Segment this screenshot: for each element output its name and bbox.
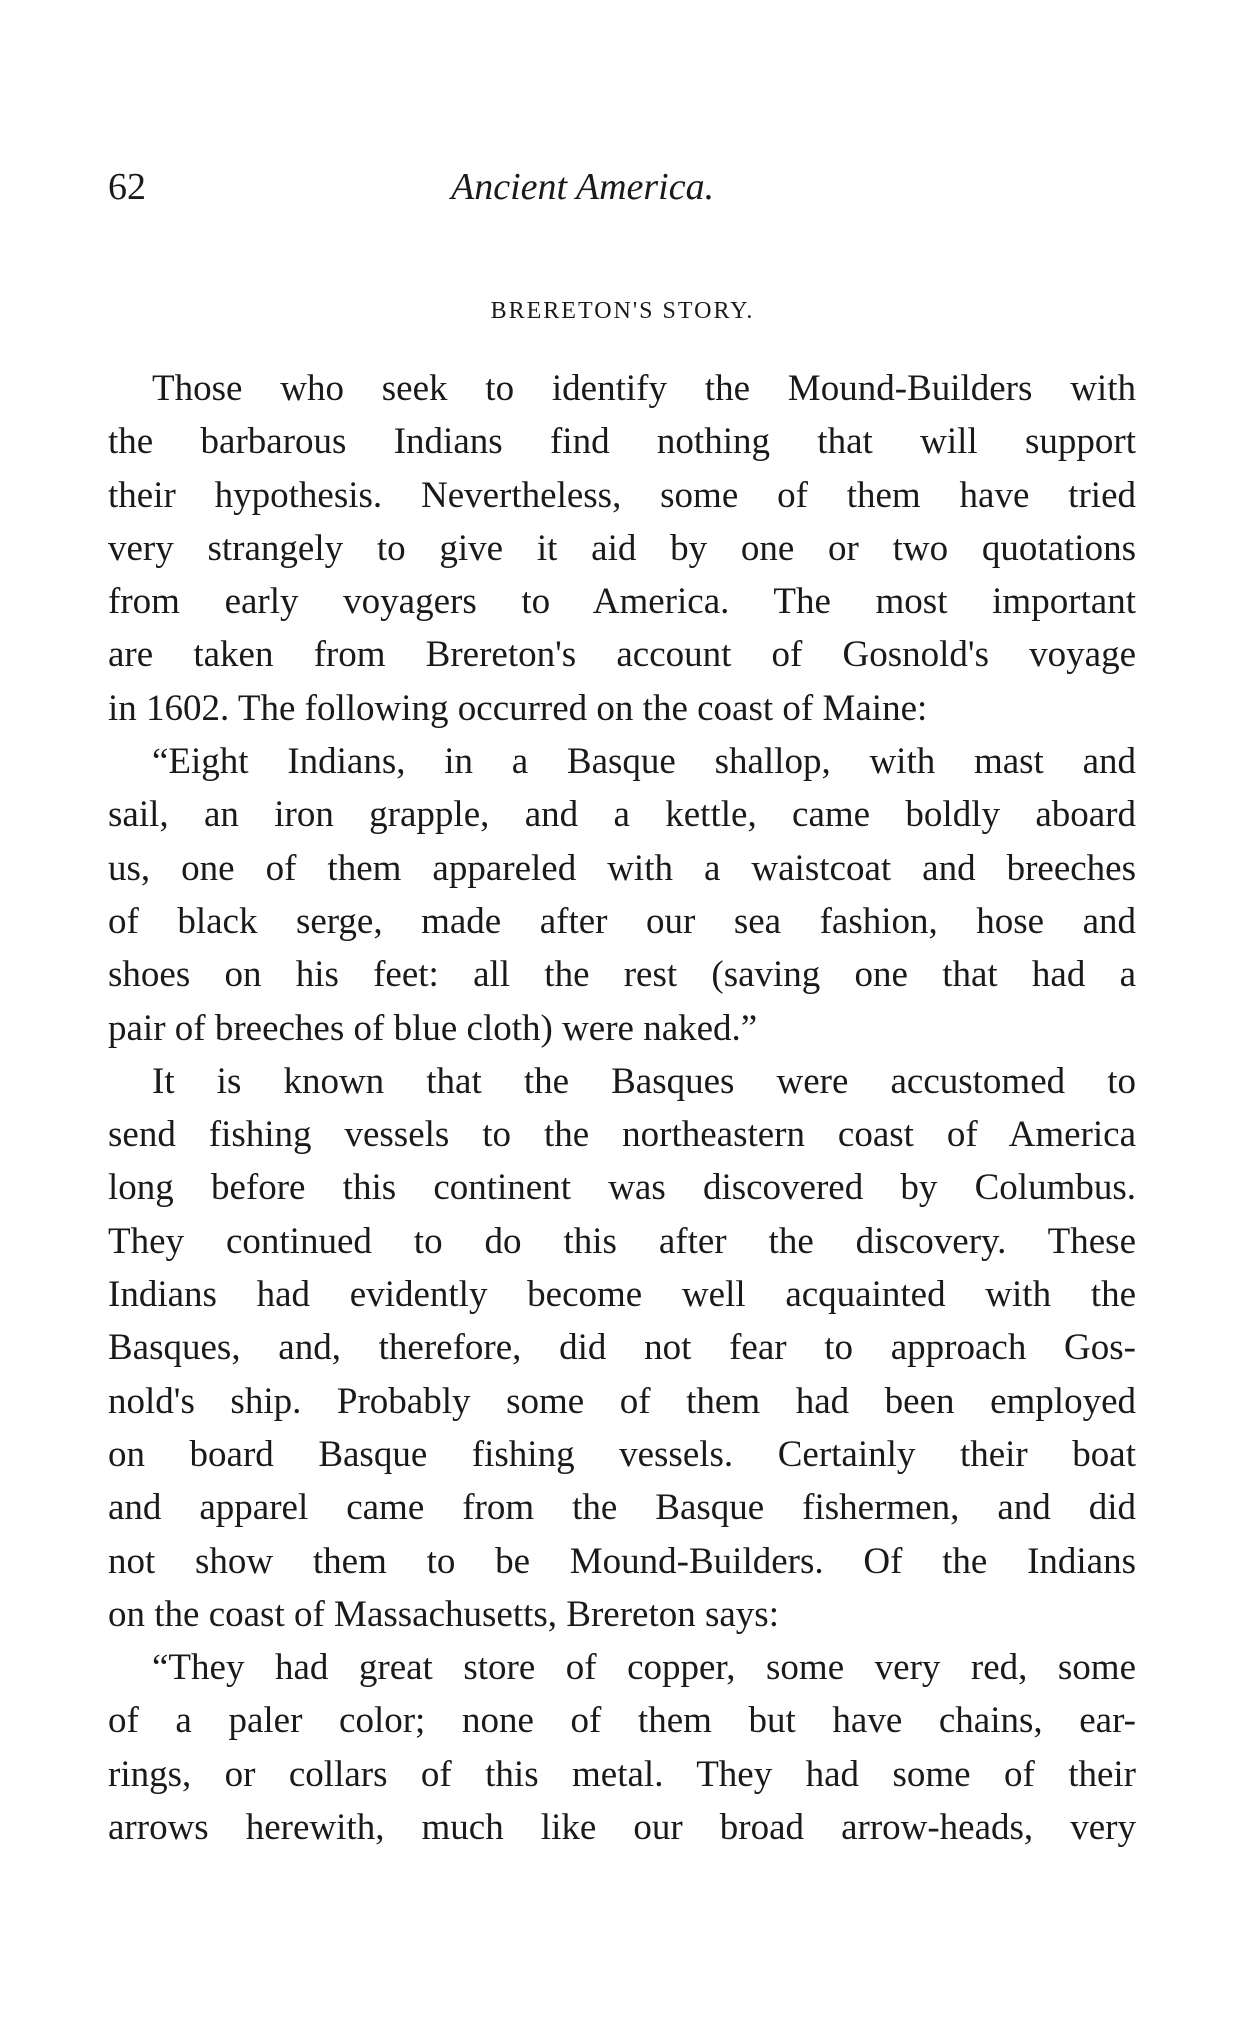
- text-line: of black serge, made after our sea fashion, hose and: [108, 900, 1136, 942]
- text-line: sail, an iron grapple, and a kettle, came boldly aboard: [108, 794, 1136, 836]
- text-line: their hypothesis. Nevertheless, some of them have tried: [108, 474, 1136, 516]
- text-line: not show them to be Mound-Builders. Of the Indians: [108, 1540, 1136, 1582]
- text-line: pair of breeches of blue cloth) were naked.”: [108, 1007, 758, 1049]
- page-number: 62: [108, 166, 146, 208]
- text-line: from early voyagers to America. The most important: [108, 581, 1136, 623]
- text-line: of a paler color; none of them but have chains, ear-: [108, 1700, 1136, 1742]
- text-line: shoes on his feet: all the rest (saving one that had a: [108, 954, 1136, 996]
- text-line: Basques, and, therefore, did not fear to approach Gos-: [108, 1327, 1136, 1369]
- text-line: the barbarous Indians find nothing that will support: [108, 421, 1136, 463]
- text-line: They continued to do this after the discovery. These: [108, 1220, 1136, 1262]
- text-line: Those who seek to identify the Mound-Builders with: [152, 368, 1136, 409]
- text-line: on board Basque fishing vessels. Certainly their boat: [108, 1433, 1136, 1475]
- text-line: arrows herewith, much like our broad arrow-heads, very: [108, 1807, 1136, 1849]
- running-title: Ancient America.: [451, 166, 715, 208]
- text-line: long before this continent was discovered by Columbus.: [108, 1167, 1136, 1209]
- text-line: “Eight Indians, in a Basque shallop, with mast and: [152, 741, 1136, 783]
- text-line: in 1602. The following occurred on the coast of Maine:: [108, 687, 928, 729]
- text-line: send fishing vessels to the northeastern coast of America: [108, 1114, 1136, 1156]
- section-heading: BRERETON'S STORY.: [490, 298, 755, 324]
- text-line: on the coast of Massachusetts, Brereton says:: [108, 1593, 779, 1635]
- text-line: and apparel came from the Basque fishermen, and did: [108, 1487, 1136, 1529]
- text-line: are taken from Brereton's account of Gosnold's voyage: [108, 634, 1136, 676]
- body-text: [108, 362, 1136, 1854]
- running-head: [108, 165, 1133, 225]
- text-line: nold's ship. Probably some of them had been employed: [108, 1380, 1136, 1422]
- text-line: Indians had evidently become well acquainted with the: [108, 1274, 1136, 1316]
- text-line: us, one of them appareled with a waistcoat and breeches: [108, 847, 1136, 889]
- text-line: “They had great store of copper, some very red, some: [152, 1647, 1136, 1689]
- text-line: It is known that the Basques were accustomed to: [152, 1060, 1136, 1102]
- text-line: rings, or collars of this metal. They had some of their: [108, 1753, 1136, 1795]
- text-line: very strangely to give it aid by one or two quotations: [108, 527, 1136, 569]
